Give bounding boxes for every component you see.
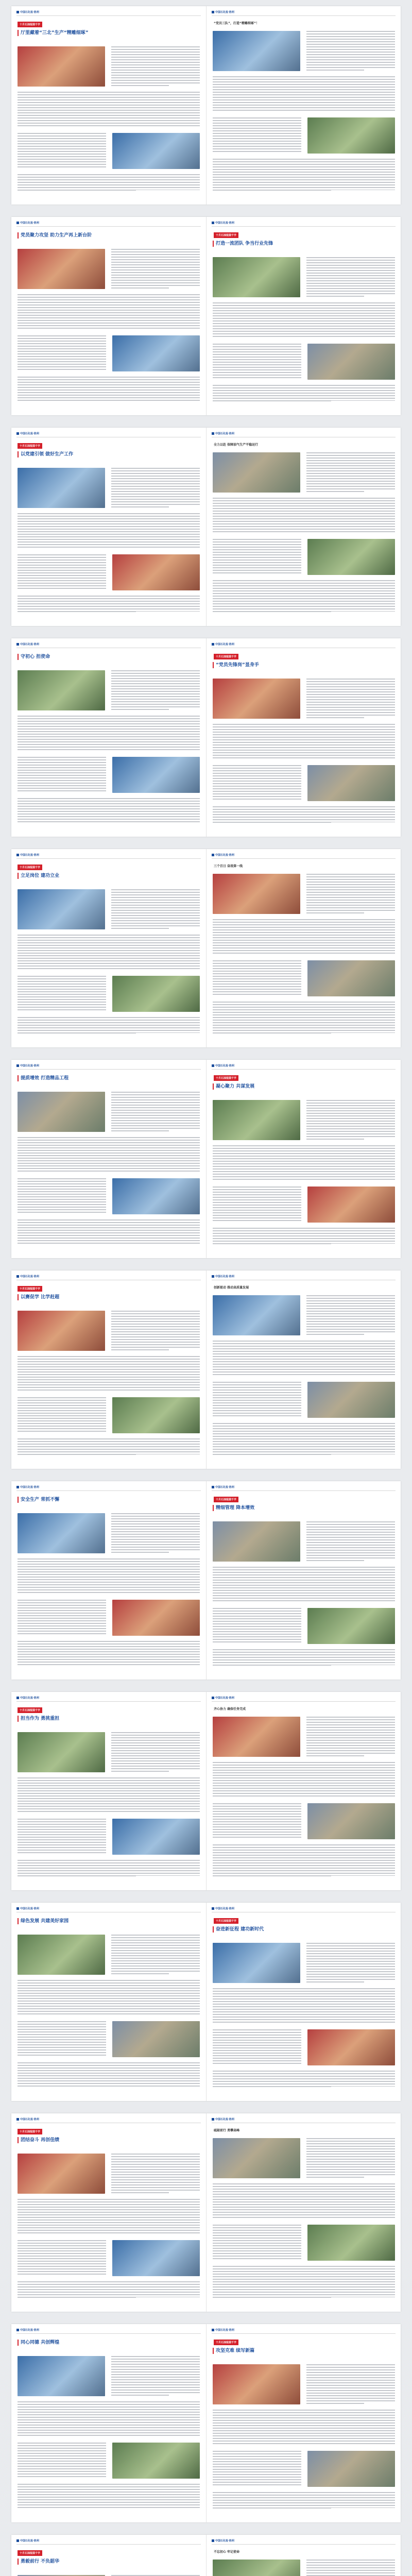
article-photo xyxy=(213,2364,300,2404)
article-text xyxy=(111,2154,200,2194)
article-text xyxy=(111,1513,200,1553)
page-brand: 中国石化报·胜利 xyxy=(212,853,234,857)
page-spread xyxy=(11,6,401,205)
article-text xyxy=(213,159,395,192)
article-photo xyxy=(213,31,300,71)
article-text xyxy=(213,960,301,996)
article-headline: 勇毅前行 不负韶华 xyxy=(18,2558,124,2565)
article-text xyxy=(213,1803,301,1839)
article-text xyxy=(18,335,106,371)
section-tag: 十月石油报圆千字 xyxy=(18,22,42,27)
article-subhead: 三个百日 奋战第一线 xyxy=(214,865,243,868)
article-text xyxy=(213,76,395,112)
article-text xyxy=(306,1295,395,1335)
article-text xyxy=(18,1777,200,1814)
section-tag: 十月石油报圆千字 xyxy=(214,1497,238,1502)
article-text xyxy=(18,554,106,590)
article-text xyxy=(18,757,106,793)
page-header xyxy=(16,1275,201,1280)
page-spread xyxy=(11,2113,401,2312)
article-headline: 厅里藏着“三北”生产“精雕细琢” xyxy=(18,30,124,36)
article-text xyxy=(111,1092,200,1132)
article-photo xyxy=(213,874,300,914)
article-text xyxy=(306,1100,395,1140)
article-headline: 奋进新征程 建功新时代 xyxy=(213,1926,319,1933)
page-brand: 中国石化报·胜利 xyxy=(212,1275,234,1278)
article-photo xyxy=(18,1732,105,1772)
article-headline: “党员先锋岗”显身手 xyxy=(213,662,319,668)
article-text xyxy=(18,1397,106,1433)
page-spread xyxy=(11,2324,401,2522)
article-headline: 团结奋斗 再创佳绩 xyxy=(18,2137,124,2143)
article-photo xyxy=(18,2356,105,2396)
page-spread xyxy=(11,1692,401,1890)
article-text xyxy=(213,2225,301,2261)
page-header xyxy=(16,1485,201,1491)
page-left xyxy=(11,1481,206,1680)
page-header xyxy=(16,2117,201,2123)
article-text xyxy=(213,385,395,402)
article-text xyxy=(18,133,106,169)
article-photo xyxy=(213,1295,300,1335)
page-spread xyxy=(11,428,401,626)
page-brand: 中国石化报·胜利 xyxy=(212,432,234,435)
article-text xyxy=(213,2183,395,2219)
page-brand: 中国石化报·胜利 xyxy=(16,1907,39,1910)
page-brand: 中国石化报·胜利 xyxy=(16,1696,39,1700)
page-brand: 中国石化报·胜利 xyxy=(16,2328,39,2332)
article-text xyxy=(18,513,200,549)
article-text xyxy=(18,2062,200,2088)
article-photo xyxy=(18,889,105,929)
article-headline: 守初心 担使命 xyxy=(18,654,124,660)
article-headline: 绿色发展 共建美好家园 xyxy=(18,1918,124,1924)
article-text xyxy=(306,874,395,914)
page-header xyxy=(212,2539,396,2545)
page-spread xyxy=(11,1481,401,1680)
page-brand: 中国石化报·胜利 xyxy=(212,642,234,646)
article-text xyxy=(213,1382,301,1418)
page-brand: 中国石化报·胜利 xyxy=(212,1485,234,1489)
section-tag: 十月石油报圆千字 xyxy=(214,2340,238,2345)
page-right xyxy=(206,6,401,205)
article-photo xyxy=(18,1935,105,1975)
article-photo xyxy=(112,133,200,169)
article-text xyxy=(111,2356,200,2396)
page-header xyxy=(212,853,396,859)
article-text xyxy=(213,2410,395,2446)
page-header xyxy=(16,642,201,648)
article-text xyxy=(213,498,395,534)
page-right xyxy=(206,1692,401,1890)
article-headline: 攻坚克难 续写新篇 xyxy=(213,2348,319,2354)
article-photo xyxy=(112,1397,200,1433)
page-brand: 中国石化报·胜利 xyxy=(16,10,39,14)
article-text xyxy=(306,1521,395,1562)
article-text xyxy=(306,31,395,71)
article-text xyxy=(18,716,200,752)
article-text xyxy=(213,580,395,613)
page-right xyxy=(206,1060,401,1258)
article-text xyxy=(213,2451,301,2487)
page-header xyxy=(16,221,201,227)
article-text xyxy=(306,2138,395,2178)
article-photo xyxy=(112,335,200,371)
page-spread xyxy=(11,2535,401,2576)
page-left xyxy=(11,2324,206,2522)
page-left xyxy=(11,2535,206,2576)
article-text xyxy=(111,1311,200,1351)
article-photo xyxy=(112,1819,200,1855)
article-text xyxy=(18,1137,200,1173)
page-brand: 中国石化报·胜利 xyxy=(212,1696,234,1700)
article-photo xyxy=(18,1092,105,1132)
page-header xyxy=(212,1275,396,1280)
article-photo xyxy=(307,1803,395,1839)
article-text xyxy=(18,2401,200,2437)
article-headline: 以党建引领 做好生产工作 xyxy=(18,451,124,457)
article-text xyxy=(111,249,200,289)
page-brand: 中国石化报·胜利 xyxy=(212,2117,234,2121)
article-text xyxy=(18,1558,200,1595)
article-photo xyxy=(307,960,395,996)
article-subhead: 砥砺前行 勇攀高峰 xyxy=(214,2129,240,2132)
article-photo xyxy=(112,554,200,590)
article-text xyxy=(213,2071,395,2088)
article-photo xyxy=(307,117,395,154)
section-tag: 十月石油报圆千字 xyxy=(214,1075,238,1081)
article-text xyxy=(18,1356,200,1392)
article-subhead: 不忘初心 牢记使命 xyxy=(214,2550,240,2554)
article-text xyxy=(18,976,106,1012)
page-header xyxy=(16,1064,201,1070)
page-brand: 中国石化报·胜利 xyxy=(16,1485,39,1489)
page-right xyxy=(206,2113,401,2312)
page-header xyxy=(212,2328,396,2334)
page-right xyxy=(206,217,401,415)
article-photo xyxy=(112,2021,200,2057)
article-text xyxy=(213,1145,395,1181)
article-text xyxy=(18,2240,106,2276)
article-text xyxy=(18,2199,200,2235)
article-text xyxy=(213,2266,395,2299)
page-brand: 中国石化报·胜利 xyxy=(212,2328,234,2332)
article-subhead: 齐心协力 确保任务完成 xyxy=(214,1707,246,1711)
article-headline: 立足岗位 建功立业 xyxy=(18,873,124,879)
article-text xyxy=(18,2484,200,2510)
section-tag: 十月石油报圆千字 xyxy=(214,654,238,659)
page-header xyxy=(16,10,201,16)
page-header xyxy=(212,2117,396,2123)
article-photo xyxy=(307,1187,395,1223)
article-text xyxy=(18,1017,200,1035)
article-text xyxy=(213,1608,301,1644)
article-photo xyxy=(307,1382,395,1418)
article-text xyxy=(111,670,200,710)
page-brand: 中国石化报·胜利 xyxy=(212,10,234,14)
article-text xyxy=(18,596,200,613)
page-right xyxy=(206,1903,401,2101)
article-photo xyxy=(213,2560,300,2576)
article-photo xyxy=(307,2225,395,2261)
article-text xyxy=(111,46,200,87)
article-text xyxy=(111,1732,200,1772)
page-spread xyxy=(11,1060,401,1258)
article-text xyxy=(18,1438,200,1456)
page-brand: 中国石化报·胜利 xyxy=(212,2539,234,2543)
article-photo xyxy=(18,1513,105,1553)
article-photo xyxy=(213,1717,300,1757)
page-spread xyxy=(11,217,401,415)
section-tag: 十月石油报圆千字 xyxy=(18,2129,42,2134)
article-text xyxy=(213,2029,301,2065)
article-photo xyxy=(112,2240,200,2276)
page-header xyxy=(16,853,201,859)
page-brand: 中国石化报·胜利 xyxy=(16,2117,39,2121)
article-photo xyxy=(18,670,105,710)
article-text xyxy=(18,935,200,971)
article-photo xyxy=(307,765,395,801)
page-header xyxy=(212,1907,396,1912)
article-text xyxy=(213,1844,395,1877)
article-headline: 以赛促学 比学赶超 xyxy=(18,1294,124,1300)
page-brand: 中国石化报·胜利 xyxy=(16,432,39,435)
article-text xyxy=(213,919,395,955)
page-right xyxy=(206,2535,401,2576)
article-photo xyxy=(18,46,105,87)
article-text xyxy=(18,1860,200,1877)
article-text xyxy=(18,92,200,128)
article-text xyxy=(213,302,395,338)
page-left xyxy=(11,217,206,415)
page-header xyxy=(16,1696,201,1702)
section-tag: 十月石油报圆千字 xyxy=(18,1286,42,1292)
article-text xyxy=(111,468,200,508)
page-right xyxy=(206,1481,401,1680)
section-tag: 十月石油报圆千字 xyxy=(18,1707,42,1713)
article-headline: 党员聚力攻坚 助力生产再上新台阶 xyxy=(18,232,124,239)
article-photo xyxy=(112,1178,200,1214)
article-headline: 提质增效 打造精品工程 xyxy=(18,1075,124,1081)
article-photo xyxy=(307,2451,395,2487)
article-headline: 担当作为 勇挑重担 xyxy=(18,1716,124,1722)
article-photo xyxy=(213,2138,300,2178)
article-text xyxy=(18,294,200,330)
article-text xyxy=(213,1228,395,1245)
page-spread xyxy=(11,849,401,1047)
article-text xyxy=(213,806,395,824)
article-subhead: 全力以赴 保障油气生产平稳运行 xyxy=(214,443,259,447)
article-text xyxy=(213,1988,395,2024)
article-text xyxy=(306,2560,395,2576)
page-right xyxy=(206,849,401,1047)
page-spread xyxy=(11,1270,401,1469)
article-text xyxy=(18,1178,106,1214)
article-photo xyxy=(18,2154,105,2194)
article-headline: 精细管理 降本增效 xyxy=(213,1505,319,1511)
article-photo xyxy=(112,757,200,793)
page-header xyxy=(16,2539,201,2545)
article-text xyxy=(111,1935,200,1975)
page-left xyxy=(11,1270,206,1469)
section-tag: 十月石油报圆千字 xyxy=(18,443,42,449)
page-brand: 中国石化报·胜利 xyxy=(16,2539,39,2543)
article-subhead: 创新驱动 推动高质量发展 xyxy=(214,1286,249,1290)
article-text xyxy=(18,798,200,824)
page-brand: 中国石化报·胜利 xyxy=(212,1064,234,1067)
page-right xyxy=(206,428,401,626)
article-photo xyxy=(18,468,105,508)
page-header xyxy=(212,1064,396,1070)
article-text xyxy=(213,539,301,575)
page-right xyxy=(206,1270,401,1469)
article-text xyxy=(213,117,301,154)
article-text xyxy=(18,2021,106,2057)
page-header xyxy=(212,642,396,648)
article-text xyxy=(213,344,301,380)
article-text xyxy=(213,765,301,801)
article-text xyxy=(213,1423,395,1456)
article-text xyxy=(18,2281,200,2299)
article-photo xyxy=(307,2029,395,2065)
article-text xyxy=(306,452,395,493)
page-left xyxy=(11,428,206,626)
page-header xyxy=(212,1696,396,1702)
article-text xyxy=(213,724,395,760)
article-photo xyxy=(213,1100,300,1140)
page-brand: 中国石化报·胜利 xyxy=(212,1907,234,1910)
page-brand: 中国石化报·胜利 xyxy=(16,853,39,857)
article-headline: 安全生产 常抓不懈 xyxy=(18,1497,124,1503)
article-text xyxy=(111,889,200,929)
article-photo xyxy=(213,1943,300,1983)
article-text xyxy=(213,1762,395,1798)
article-text xyxy=(18,377,200,402)
page-header xyxy=(16,432,201,437)
article-photo xyxy=(213,1521,300,1562)
article-text xyxy=(18,1641,200,1667)
article-headline: 凝心聚力 共谋发展 xyxy=(213,1083,319,1090)
section-tag: 十月石油报圆千字 xyxy=(18,2550,42,2556)
article-photo xyxy=(307,539,395,575)
article-text xyxy=(213,1567,395,1603)
page-brand: 中国石化报·胜利 xyxy=(16,642,39,646)
page-right xyxy=(206,638,401,837)
section-tag: 十月石油报圆千字 xyxy=(18,865,42,870)
section-tag: 十月石油报圆千字 xyxy=(214,232,238,238)
article-photo xyxy=(213,257,300,297)
article-photo xyxy=(307,344,395,380)
page-left xyxy=(11,1060,206,1258)
article-text xyxy=(18,1600,106,1636)
article-headline: 同心同德 共创辉煌 xyxy=(18,2340,124,2346)
article-text xyxy=(306,1943,395,1983)
page-brand: 中国石化报·胜利 xyxy=(16,1275,39,1278)
page-left xyxy=(11,6,206,205)
article-text xyxy=(18,1980,200,2016)
article-text xyxy=(213,1341,395,1377)
page-left xyxy=(11,638,206,837)
page-left xyxy=(11,1692,206,1890)
page-header xyxy=(16,1907,201,1912)
article-text xyxy=(306,2364,395,2404)
article-photo xyxy=(307,1608,395,1644)
page-brand: 中国石化报·胜利 xyxy=(16,221,39,225)
article-text xyxy=(18,2443,106,2479)
article-text xyxy=(306,679,395,719)
page-header xyxy=(212,432,396,437)
article-photo xyxy=(18,1311,105,1351)
article-text xyxy=(213,1187,301,1223)
article-text xyxy=(18,174,200,192)
article-photo xyxy=(18,249,105,289)
article-headline: 打造一流团队 争当行业先锋 xyxy=(213,241,319,247)
page-left xyxy=(11,1903,206,2101)
page-header xyxy=(212,221,396,227)
article-photo xyxy=(112,976,200,1012)
page-left xyxy=(11,2113,206,2312)
page-header xyxy=(16,2328,201,2334)
page-spread xyxy=(11,1903,401,2101)
article-text xyxy=(18,1819,106,1855)
article-text xyxy=(213,1649,395,1667)
article-photo xyxy=(213,679,300,719)
page-right xyxy=(206,2324,401,2522)
page-brand: 中国石化报·胜利 xyxy=(212,221,234,225)
article-photo xyxy=(213,452,300,493)
page-left xyxy=(11,849,206,1047)
article-photo xyxy=(112,1600,200,1636)
page-spread xyxy=(11,638,401,837)
article-text xyxy=(213,2492,395,2510)
article-text xyxy=(213,1002,395,1035)
page-header xyxy=(212,10,396,16)
article-subhead: “党员三队”，打造“精雕细琢”！ xyxy=(214,22,259,25)
article-text xyxy=(306,1717,395,1757)
article-text xyxy=(306,257,395,297)
page-header xyxy=(212,1485,396,1491)
page-brand: 中国石化报·胜利 xyxy=(16,1064,39,1067)
section-tag: 十月石油报圆千字 xyxy=(214,1918,238,1924)
article-text xyxy=(18,1219,200,1245)
article-photo xyxy=(112,2443,200,2479)
